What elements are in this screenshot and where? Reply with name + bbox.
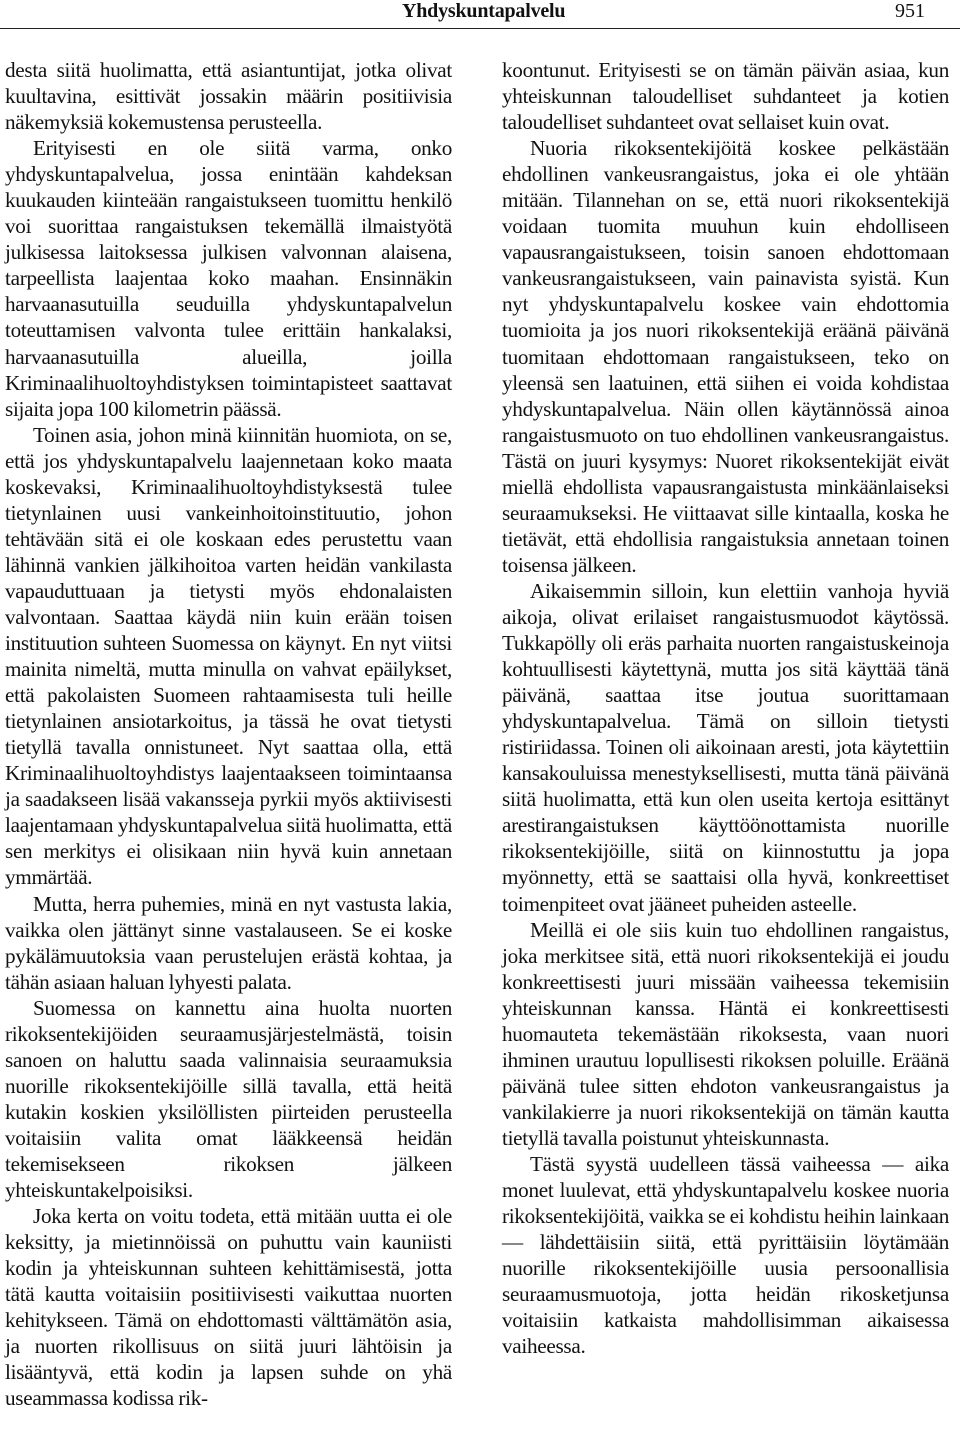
paragraph: desta siitä huolimatta, että asiantuntijat, jotka olivat kuultavina, esittivät jossakin määrin positiivisia näkemyksiä kokemustensa perusteella. [5,58,452,135]
paragraph: Aikaisemmin silloin, kun elettiin vanhoja hyviä aikoja, olivat erilaiset rangaistusmuodot käytössä. Tukkapölly oli eräs parhaita nuorten rangaistuskeinoja kohtuullisesti käytettynä, mutta jos sitä käyttää tänä päivänä, saattaa itse joutua suorittamaan yhdyskuntapalvelua. Tämä on silloin tietysti ristiriidassa. Toinen oli aikoinaan aresti, jota käytettiin kansakouluissa menestyksellisesti, mutta tänä päivänä siitä huolimatta, että kun olen useita kertoja esittänyt arestirangaistuksen käyttöönottamista nuorille rikoksentekijöille, siitä on kiinnostuttu ja jopa myönnetty, että se saattaisi olla hyvä, konkreettiset toimenpiteet ovat jääneet puheiden asteelle. [502,578,949,916]
paragraph: koontunut. Erityisesti se on tämän päivän asiaa, kun yhteiskunnan taloudelliset suhdanteet ja kotien taloudelliset suhdanteet ovat sellaiset kuin ovat. [502,58,949,135]
paragraph: Toinen asia, johon minä kiinnitän huomiota, on se, että jos yhdyskuntapalvelu laajennetaan koko maata koskevaksi, Kriminaalihuoltoyhdistyksestä tulee tietynlainen uusi vankeinhoitoinstituutio, johon tehtävään sitä ei ole koskaan edes perustettu vaan lähinnä vankien jälkihoitoa varten heidän vankilasta vapauduttuaan ja tietysti myös ehdonalaisten valvontaan. Saattaa käydä niin kuin erään toisen instituution suhteen Suomessa on käynyt. En nyt viitsi mainita nimeltä, mutta minulla on vahvat epäilykset, että pakolaisten Suomeen rahtaamisesta tuli heille tietynlainen ansiotarkoitus, ja tässä he ovat tietysti tietyllä tavalla onnistuneet. Nyt saattaa olla, että Kriminaalihuoltoyhdistys laajentaakseen toimintaansa ja saadakseen lisää vakansseja pyrkii myös aktiivisesti laajentamaan yhdyskuntapalvelua siitä huolimatta, että sen merkitys ei olisikaan niin hyvä kuin annetaan ymmärtää. [5,422,452,890]
header-rule [0,28,960,29]
left-column [5,57,452,1411]
paragraph: Mutta, herra puhemies, minä en nyt vastusta lakia, vaikka olen jättänyt sinne vastalauseen. Se ei koske pykälämuutoksia vaan perustelujen erästä kohtaa, ja tähän asiaan haluan lyhyesti palata. [5,891,452,994]
paragraph: Meillä ei ole siis kuin tuo ehdollinen rangaistus, joka merkitsee sitä, että nuori rikoksentekijä ei joudu konkreettisesti juuri missään vaiheessa tekemisiin yhteiskunnan kanssa. Häntä ei konkreettisesti huomauteta tekemästään rikoksesta, vaan nuori ihminen urautuu lopullisesti rikoksen poluille. Eräänä päivänä tulee sitten ehdoton vankeusrangaistus ja vankilakierre ja nuori rikoksentekijä on tämän kautta tietyllä tavalla poistunut yhteiskunnasta. [502,917,949,1150]
right-column [502,57,949,1359]
page-number: 951 [895,0,925,22]
paragraph: Suomessa on kannettu aina huolta nuorten rikoksentekijöiden seuraamusjärjestelmästä, toisin sanoen on haluttu saada valinnaisia seuraamuksia nuorille rikoksentekijöille sillä tavalla, että heitä kutakin koskien yksilöllisten piirteiden perusteella voitaisiin valita omat lääkkeensä heidän tekemisekseen rikoksen jälkeen yhteiskuntakelpoisiksi. [5,995,452,1203]
paragraph: Erityisesti en ole siitä varma, onko yhdyskuntapalvelua, jossa enintään kahdeksan kuukauden kiinteään rangaistukseen tuomittu henkilö voi suorittaa rangaistuksen tekemällä ilmaistyötä julkisessa laitoksessa julkisen valvonnan alaisena, tarpeellista laajentaa koko maahan. Ensinnäkin harvaanasutuilla seuduilla yhdyskuntapalvelun toteuttamisen valvonta tulee erittäin hankalaksi, harvaanasutuilla alueilla, joilla Kriminaalihuoltoyhdistyksen toimintapisteet saattavat sijaita jopa 100 kilometrin päässä. [5,136,452,421]
running-head: Yhdyskuntapalvelu [402,0,566,22]
paragraph: Tästä syystä uudelleen tässä vaiheessa — aika monet luulevat, että yhdyskuntapalvelu koskee nuoria rikoksentekijöitä, vaikka se ei kohdistu heihin lainkaan — lähdettäisiin siitä, että pyrittäisiin löytämään nuorille rikoksentekijöille uusia persoonallisia seuraamusmuotoja, jotta heidän rikosketjunsa voitaisiin katkaista mahdollisimman aikaisessa vaiheessa. [502,1151,949,1359]
paragraph: Joka kerta on voitu todeta, että mitään uutta ei ole keksitty, ja mietinnöissä on puhuttu vain kauniisti kodin ja yhteiskunnan suhteen kehittämisestä, jotta tätä kautta voitaisiin positiivisesti vaikuttaa nuorten kehitykseen. Tämä on ehdottomasti välttämätön asia, ja nuorten rikollisuus on siitä juuri lähtöisin ja lisääntyvä, että kodin ja lapsen suhde on yhä useammassa kodissa rik- [5,1204,452,1411]
page-header [0,0,960,38]
paragraph: Nuoria rikoksentekijöitä koskee pelkästään ehdollinen vankeusrangaistus, joka ei ole yhtään mitään. Tilannehan on se, että nuori rikoksentekijä voidaan tuomita muuhun kuin ehdolliseen vapausrangaistukseen, toisin sanoen ehdottomaan vankeusrangaistukseen, vain painavista syistä. Kun nyt yhdyskuntapalvelu koskee vain ehdottomia tuomioita ja jos nuori rikoksentekijä eräänä päivänä tuomitaan ehdottomaan rangaistukseen, teko on yleensä sen laatuinen, että siihen ei voida kohdistaa yhdyskuntapalvelua. Näin ollen käytännössä ainoa rangaistusmuoto on tuo ehdollinen vankeusrangaistus. Tästä on juuri kysymys: Nuoret rikoksentekijät eivät miellä ehdollista vapausrangaistusta minkäänlaiseksi seuraamukseksi. He viittaavat sille kintaalla, koska he tietävät, että ehdollisia rangaistuksia annetaan toinen toisensa jälkeen. [502,136,949,577]
